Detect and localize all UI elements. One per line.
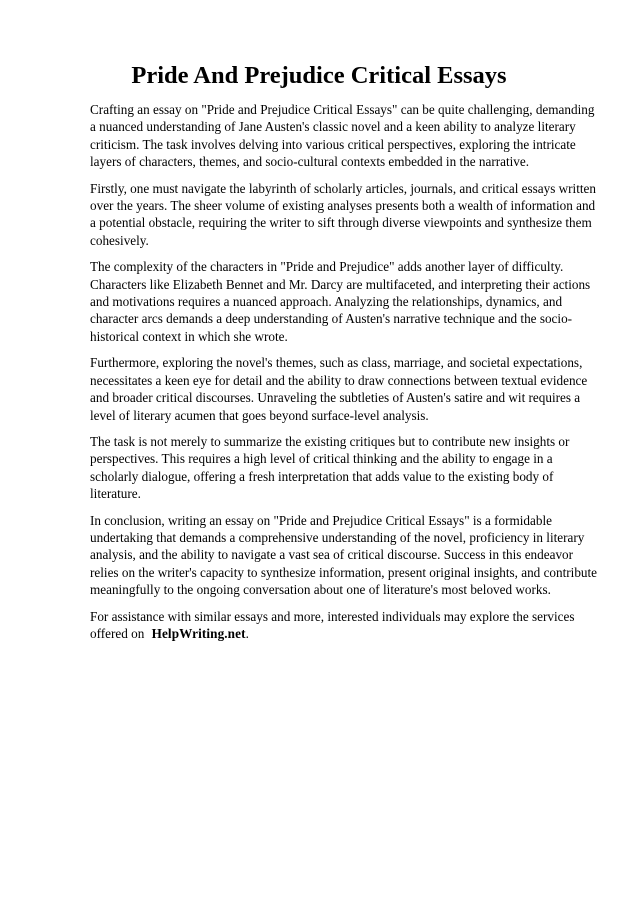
paragraph-closing <box>90 608 598 643</box>
page-title: Pride And Prejudice Critical Essays <box>131 62 507 89</box>
paragraph-themes: Furthermore, exploring the novel's themes, such as class, marriage, and societal expectations, necessitates a keen eye for detail and the ability to draw connections between textual evidence and broader critical discourses. Unraveling the subtleties of Austen's satire and wit requires a level of literary acumen that goes beyond surface-level analysis. <box>90 355 588 423</box>
paragraph-task: The task is not merely to summarize the existing critiques but to contribute new insights or perspectives. This requires a high level of critical thinking and the ability to engage in a scholarly dialogue, offering a fresh interpretation that adds value to the existing body of literature. <box>90 433 570 502</box>
paragraph-conclusion: In conclusion, writing an essay on "Pride and Prejudice Critical Essays" is a formidable undertaking that demands a comprehensive understanding of the novel, proficiency in literary analysis, and the ability to navigate a vast sea of critical discourse. Success in this endeavor relies on the writer's capacity to synthesize information, present original insights, and contribute meaningfully to the ongoing conversation about one of literature's most beloved works. <box>90 512 598 598</box>
closing-period: . <box>245 625 249 641</box>
helpwriting-link[interactable]: HelpWriting.net <box>151 625 246 641</box>
paragraph-scholarly-articles: Firstly, one must navigate the labyrinth of scholarly articles, journals, and critical essays written over the years. The sheer volume of existing analyses presents both a wealth of information and a potential obstacle, requiring the writer to sift through diverse viewpoints and synthesize them cohesively. <box>90 180 596 248</box>
paragraph-characters: The complexity of the characters in "Pride and Prejudice" adds another layer of difficulty. Characters like Elizabeth Bennet and Mr. Darcy are multifaceted, and interpreting their actions and motivations requires a nuanced approach. Analyzing the relationships, dynamics, and character arcs demands a deep understanding of Austen's narrative technique and the socio-historical context in which she wrote. <box>90 259 591 344</box>
paragraph-intro: Crafting an essay on "Pride and Prejudice Critical Essays" can be quite challenging, demanding a nuanced understanding of Jane Austen's classic novel and a keen ability to analyze literary criticism. The task involves delving into various critical perspectives, exploring the intricate layers of characters, themes, and socio-cultural contexts embedded in the narrative. <box>90 102 595 170</box>
essay-body <box>90 101 598 651</box>
closing-text: For assistance with similar essays and more, interested individuals may explore the services offered on <box>90 608 575 641</box>
